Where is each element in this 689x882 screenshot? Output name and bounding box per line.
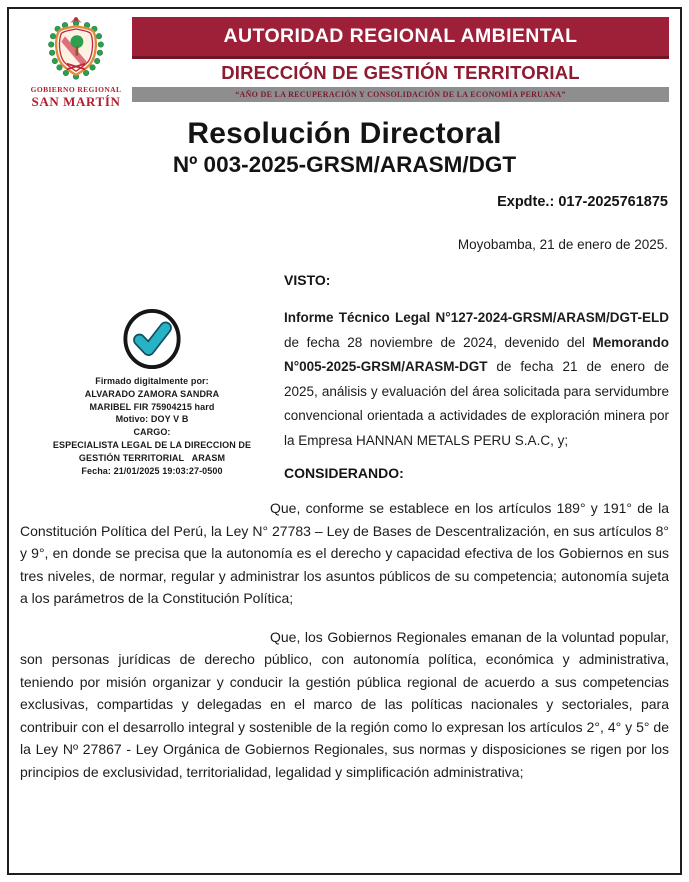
logo-region-label: SAN MARTÍN — [31, 94, 121, 109]
stamp-line: Fecha: 21/01/2025 19:03:27-0500 — [81, 465, 223, 476]
stamp-line: CARGO: — [133, 427, 171, 438]
logo-org-label: GOBIERNO REGIONAL — [30, 85, 122, 94]
considerando-paragraph-2: Que, los Gobiernos Regionales emanan de la voluntad popular, son personas jurídicas de derecho público, con autonomía política, económica y administrativa, teniendo por misión organizar y conducir la gestión pública regional de acuerdo a sus competencias exclusivas, compartidas y delegadas en el marco de las políticas nacionales y sectoriales, para contribuir con el desarrollo integral y sostenible de la región como lo expresan los artículos 2°, 4° y 5° de la Ley Nº 27867 - Ley Orgánica de Gobiernos Regionales, sus normas y disposiciones se rigen por los principios de exclusividad, territorialidad, legalidad y simplificación administrativa; — [20, 628, 669, 780]
visto-paragraph: Informe Técnico Legal N°127-2024-GRSM/ARASM/DGT-ELD de fecha 28 noviembre de 2024, devenido del Memorando N°005-2025-GRSM/ARASM-DGT de fecha 21 de enero de 2025, análisis y evaluación del área solicitada para servidumbre convencional orientada a actividades de exploración minera por la Empresa HANNAN METALS PERU S.A.C, y; — [284, 310, 669, 448]
check-circle-icon — [20, 308, 284, 370]
header-banners — [132, 14, 669, 102]
direction-subtitle: DIRECCIÓN DE GESTIÓN TERRITORIAL — [221, 62, 580, 83]
expediente-number: Expdte.: 017-2025761875 — [497, 194, 668, 210]
stamp-line: Firmado digitalmente por: — [95, 376, 209, 386]
digital-signature-stamp — [20, 272, 284, 481]
resolution-title — [20, 117, 669, 178]
resolution-title-line1: Resolución Directoral — [187, 117, 502, 150]
visto-column — [284, 272, 669, 481]
resolution-number: Nº 003-2025-GRSM/ARASM/DGT — [172, 152, 517, 177]
visto-heading: VISTO: — [284, 272, 331, 288]
stamp-line: MARIBEL FIR 75904215 hard — [89, 401, 215, 412]
stamp-line: ESPECIALISTA LEGAL DE LA DIRECCION DE — [52, 439, 252, 450]
place-dateline: Moyobamba, 21 de enero de 2025. — [457, 237, 668, 252]
coat-of-arms-icon — [20, 16, 132, 84]
considerando-paragraph-1: Que, conforme se establece en los artículos 189° y 191° de la Constitución Política del Perú, la Ley N° 27783 – Ley de Bases de Descentralización, en sus artículos 8° y 9°, en donde se precisa que la autonomía es el derecho y capacidad efectiva de los Gobiernos en sus tres niveles, de normar, regular y administrar los asuntos públicos de su competencia; autonomía sujeta a los parámetros de la Constitución Política; — [20, 500, 669, 606]
considerando-heading: CONSIDERANDO: — [284, 465, 404, 481]
stamp-line: GESTIÓN TERRITORIAL ARASM — [78, 452, 226, 463]
stamp-line: Motivo: DOY V B — [115, 414, 189, 425]
stamp-and-visto-section — [20, 272, 669, 481]
stamp-line: ALVARADO ZAMORA SANDRA — [84, 388, 220, 399]
year-motto-band: “AÑO DE LA RECUPERACIÓN Y CONSOLIDACIÓN DE LA ECONOMÍA PERUANA” — [132, 87, 669, 102]
document-header — [20, 14, 669, 110]
signature-stamp-text — [20, 375, 284, 477]
authority-banner: AUTORIDAD REGIONAL AMBIENTAL — [132, 17, 669, 59]
page-border-frame — [7, 7, 682, 875]
institution-logo — [20, 14, 132, 110]
